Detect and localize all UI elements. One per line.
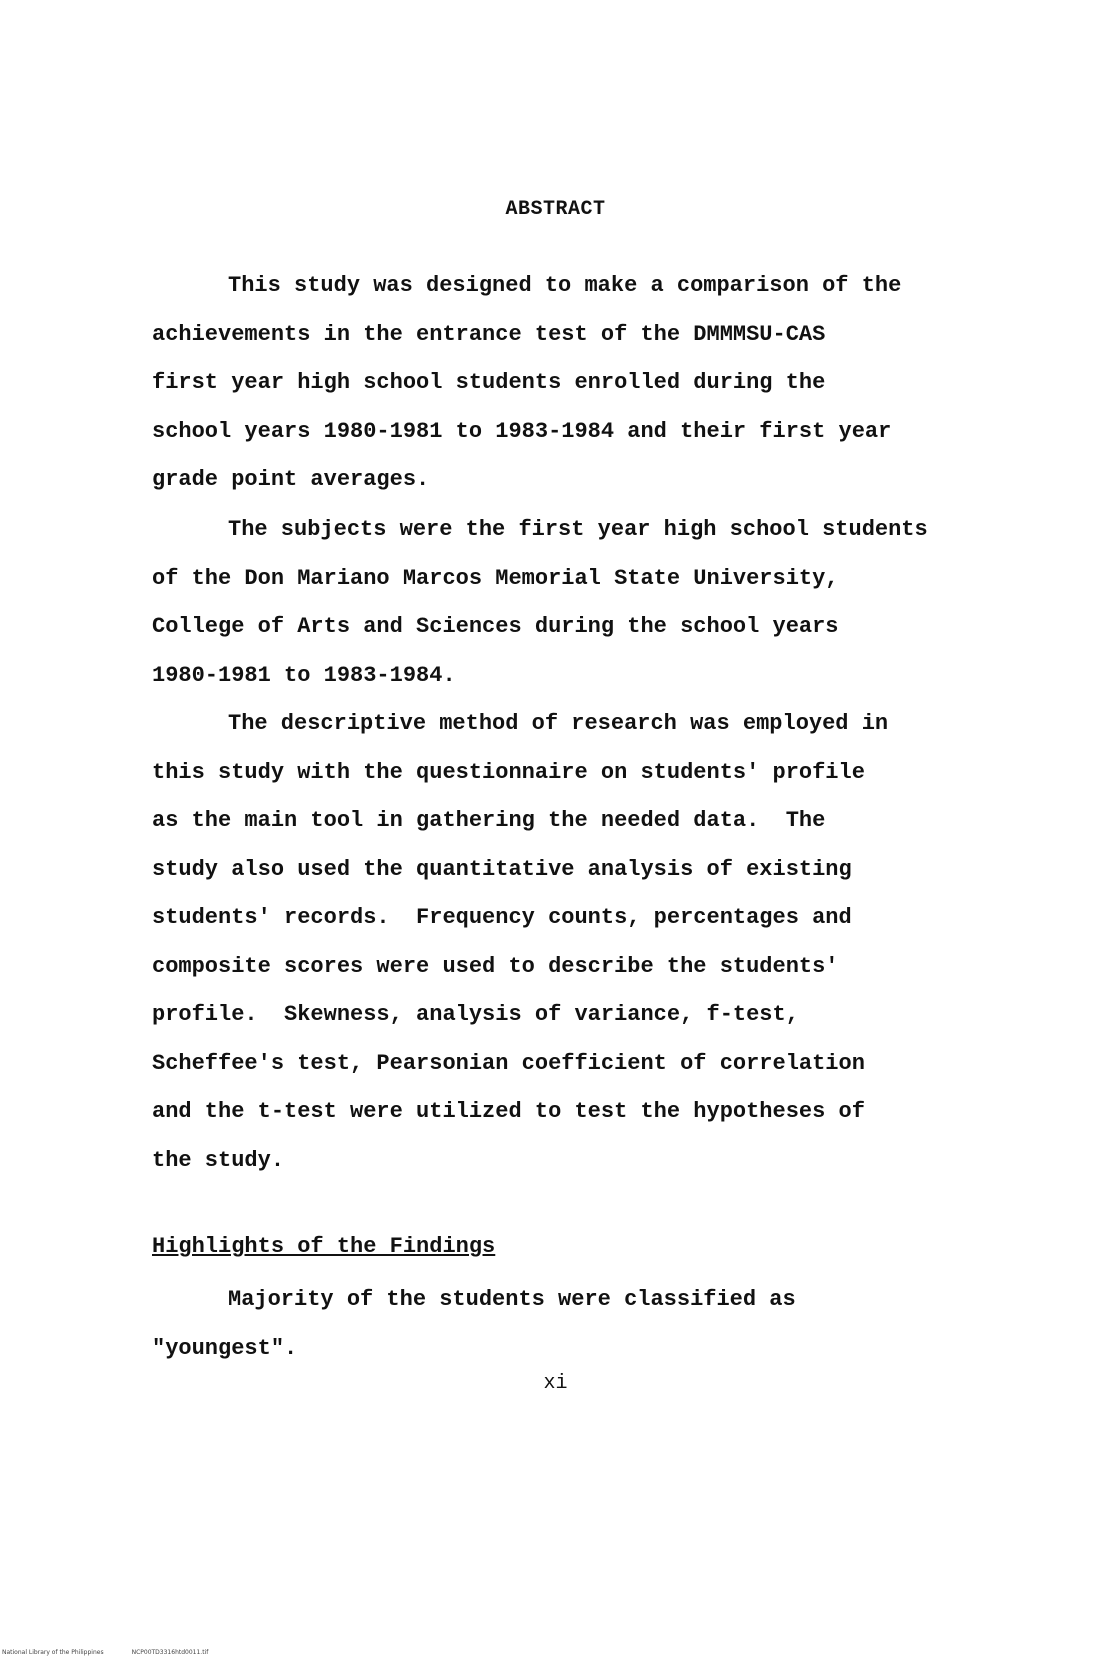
text-line: of the Don Mariano Marcos Memorial State University, bbox=[152, 565, 839, 591]
text-line: students' records. Frequency counts, percentages and bbox=[152, 905, 852, 930]
text-line: 1980-1981 to 1983-1984. bbox=[152, 662, 456, 688]
text-line: first year high school students enrolled during the bbox=[152, 370, 826, 395]
abstract-paragraph-3 bbox=[152, 700, 1012, 1185]
abstract-paragraph-2 bbox=[152, 506, 1012, 700]
text-line: and the t-test were utilized to test the hypotheses of bbox=[152, 1099, 865, 1124]
scan-footer bbox=[2, 1649, 236, 1656]
text-line: The subjects were the first year high school students bbox=[228, 517, 928, 542]
text-line: grade point averages. bbox=[152, 467, 430, 492]
text-line: College of Arts and Sciences during the school years bbox=[152, 614, 839, 639]
text-line: profile. Skewness, analysis of variance, f-test, bbox=[152, 1002, 799, 1027]
text-line: the study. bbox=[152, 1147, 285, 1173]
text-line: The descriptive method of research was employed in bbox=[228, 711, 889, 736]
footer-library: National Library of the Philippines bbox=[2, 1649, 104, 1656]
text-line: this study with the questionnaire on students' profile bbox=[152, 759, 865, 785]
text-line: Majority of the students were classified as bbox=[228, 1287, 796, 1312]
text-line: This study was designed to make a comparison of the bbox=[228, 273, 902, 298]
text-line: "youngest". bbox=[152, 1335, 298, 1361]
page-title: ABSTRACT bbox=[505, 198, 606, 221]
text-line: achievements in the entrance test of the DMMMSU-CAS bbox=[152, 321, 826, 347]
footer-file-id: NCP00TD3316htd0011.tif bbox=[131, 1649, 209, 1656]
text-line: school years 1980-1981 to 1983-1984 and their first year bbox=[152, 418, 892, 444]
text-line: study also used the quantitative analysis of existing bbox=[152, 856, 852, 882]
abstract-paragraph-1 bbox=[152, 262, 1012, 505]
section-heading-highlights: Highlights of the Findings bbox=[152, 1234, 496, 1259]
text-line: composite scores were used to describe the students' bbox=[152, 953, 839, 979]
findings-paragraph bbox=[152, 1276, 1012, 1373]
page-number: xi bbox=[543, 1372, 568, 1395]
text-line: Scheffee's test, Pearsonian coefficient of correlation bbox=[152, 1050, 865, 1076]
text-line: as the main tool in gathering the needed data. The bbox=[152, 808, 826, 833]
